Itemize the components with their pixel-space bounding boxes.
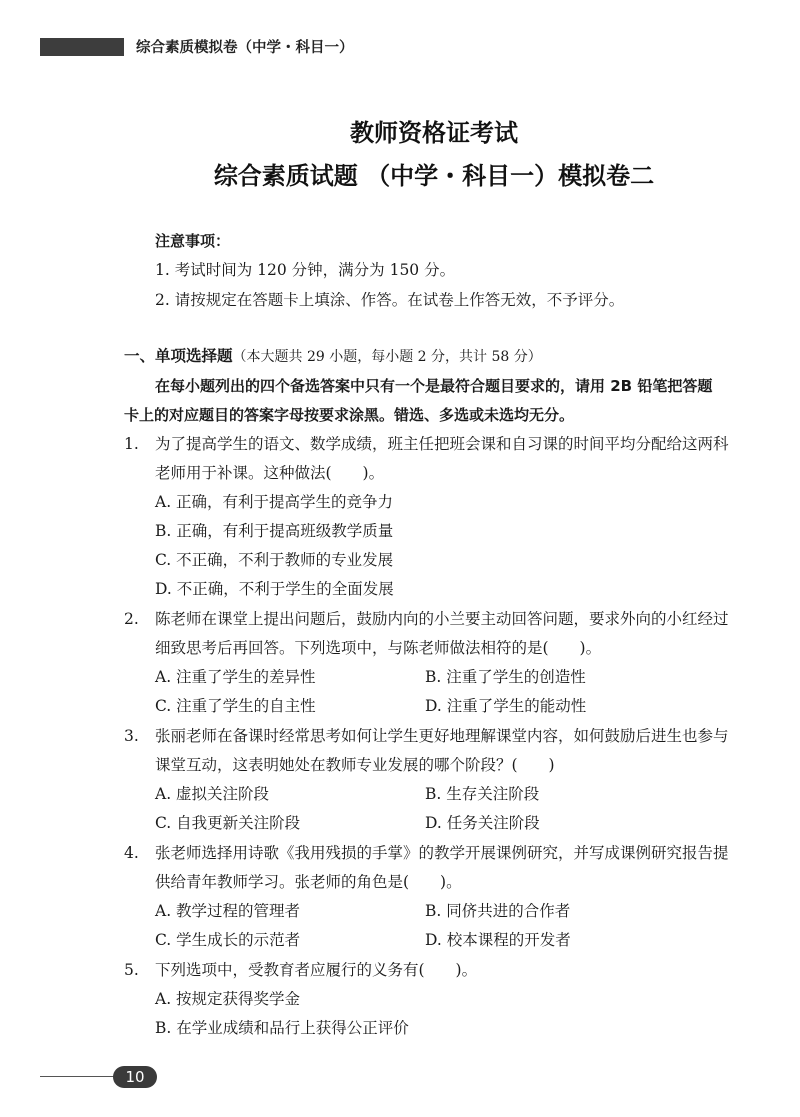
running-header: 综合素质模拟卷（中学・科目一） [136, 40, 354, 56]
question-text: 下列选项中，受教育者应履行的义务有( )。 [155, 961, 478, 979]
answer-option: D. 任务关注阶段 [425, 814, 540, 832]
question-text: 课堂互动，这表明她处在教师专业发展的哪个阶段？( ) [155, 756, 555, 774]
answer-option: B. 正确，有利于提高班级教学质量 [155, 522, 394, 540]
answer-option: A. 教学过程的管理者 [155, 902, 301, 920]
answer-option: D. 注重了学生的能动性 [425, 697, 587, 715]
notice-item: 1. 考试时间为 120 分钟，满分为 150 分。 [155, 261, 456, 279]
exam-subtitle: 综合素质试题 （中学・科目一）模拟卷二 [213, 162, 655, 190]
question-text: 供给青年教师学习。张老师的角色是( )。 [155, 873, 462, 891]
question-number: 3. [124, 727, 139, 745]
answer-option: C. 不正确，不利于教师的专业发展 [155, 551, 394, 569]
question-number: 4. [124, 844, 139, 862]
question-number: 2. [124, 610, 139, 628]
footer-rule [40, 1076, 120, 1077]
question-text: 张老师选择用诗歌《我用残损的手掌》的教学开展课例研究，并写成课例研究报告提 [155, 844, 729, 862]
section-instructions: 在每小题列出的四个备选答案中只有一个是最符合题目要求的，请用 2B 铅笔把答题 [155, 377, 713, 395]
question-text: 细致思考后再回答。下列选项中，与陈老师做法相符的是( )。 [155, 639, 602, 657]
question-text: 陈老师在课堂上提出问题后，鼓励内向的小兰要主动回答问题，要求外向的小红经过 [155, 610, 729, 628]
header-bar [40, 38, 124, 56]
answer-option: C. 学生成长的示范者 [155, 931, 301, 949]
section-meta: （本大题共 29 小题，每小题 2 分，共计 58 分） [232, 349, 542, 365]
answer-option: A. 注重了学生的差异性 [155, 668, 316, 686]
answer-option: A. 正确，有利于提高学生的竞争力 [155, 493, 394, 511]
answer-option: B. 在学业成绩和品行上获得公正评价 [155, 1019, 409, 1037]
question-text: 为了提高学生的语文、数学成绩，班主任把班会课和自习课的时间平均分配给这两科 [155, 435, 729, 453]
answer-option: B. 同侪共进的合作者 [425, 902, 571, 920]
answer-option: A. 虚拟关注阶段 [155, 785, 270, 803]
answer-option: D. 不正确，不利于学生的全面发展 [155, 580, 394, 598]
answer-option: B. 注重了学生的创造性 [425, 668, 586, 686]
notice-item: 2. 请按规定在答题卡上填涂、作答。在试卷上作答无效，不予评分。 [155, 291, 625, 309]
exam-title: 教师资格证考试 [350, 119, 518, 147]
answer-option: D. 校本课程的开发者 [425, 931, 571, 949]
section-heading [124, 346, 542, 367]
answer-option: C. 注重了学生的自主性 [155, 697, 316, 715]
question-number: 1. [124, 435, 139, 453]
answer-option: C. 自我更新关注阶段 [155, 814, 301, 832]
notice-heading: 注意事项： [155, 232, 231, 250]
question-text: 老师用于补课。这种做法( )。 [155, 464, 385, 482]
page-number-badge: 10 [113, 1066, 157, 1088]
section-instructions: 卡上的对应题目的答案字母按要求涂黑。错选、多选或未选均无分。 [124, 406, 575, 424]
answer-option: A. 按规定获得奖学金 [155, 990, 301, 1008]
question-text: 张丽老师在备课时经常思考如何让学生更好地理解课堂内容，如何鼓励后进生也参与 [155, 727, 729, 745]
answer-option: B. 生存关注阶段 [425, 785, 540, 803]
section-title: 一、单项选择题 [124, 347, 233, 365]
question-number: 5. [124, 961, 139, 979]
